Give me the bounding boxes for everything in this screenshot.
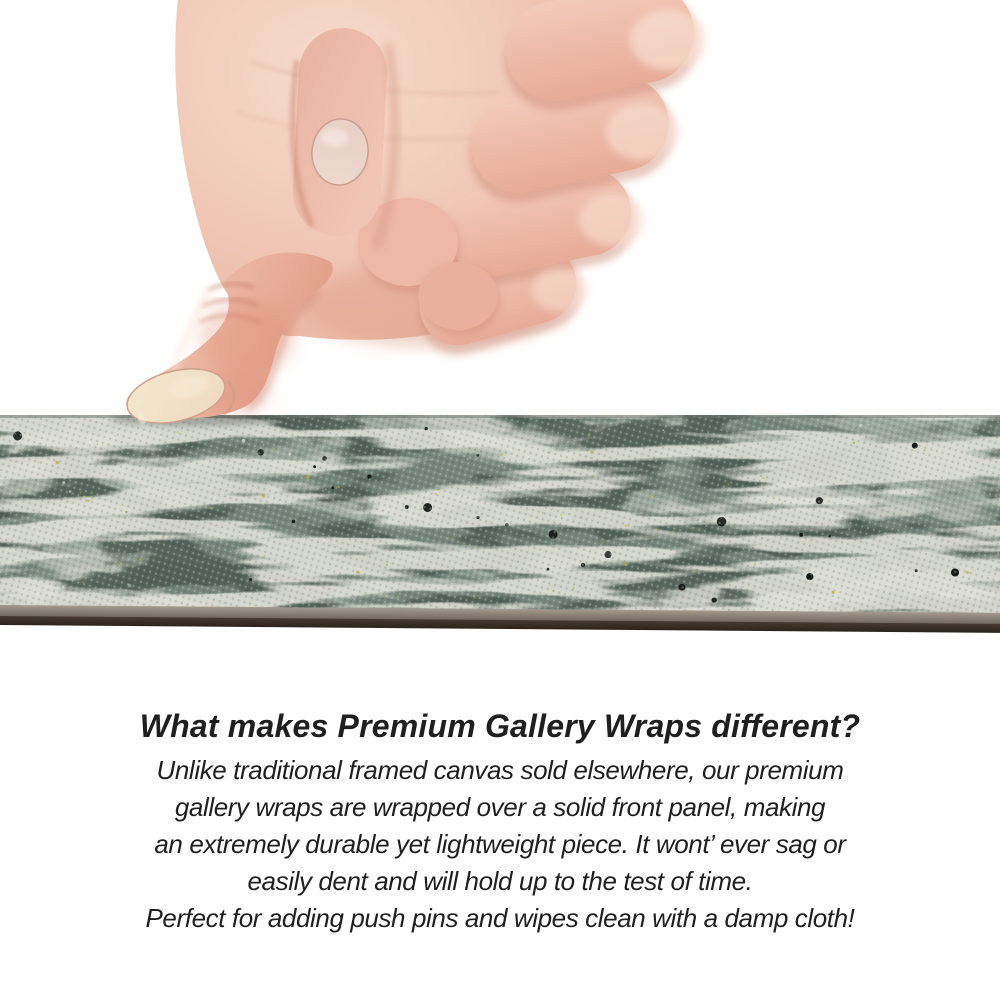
weave-overlay [0, 415, 1000, 615]
info-block [0, 706, 1000, 937]
info-line: an extremely durable yet lightweight piece. It wont’ ever sag or [154, 829, 846, 859]
strip-bottom-edge [0, 605, 1000, 665]
info-line: Unlike traditional framed canvas sold elsewhere, our premium [156, 755, 844, 785]
thumb-crease-shadow [246, 290, 318, 407]
canvas-texture [0, 415, 1000, 665]
fingertip-pads [358, 198, 500, 335]
finger-middle [461, 67, 682, 211]
finger-index-knuckle [496, 0, 709, 120]
info-line: gallery wraps are wrapped over a solid front panel, making [174, 792, 826, 822]
back-of-hand [175, 0, 582, 347]
thumb [121, 252, 332, 432]
curled-fingers [410, 0, 708, 364]
info-line: easily dent and will hold up to the test of time. [247, 866, 753, 896]
finger-pinky [410, 235, 591, 364]
info-heading: What makes Premium Gallery Wraps different? [139, 708, 861, 744]
info-line: Perfect for adding push pins and wipes clean with a damp cloth! [145, 903, 855, 933]
finger-ring [439, 160, 644, 294]
index-fingernail [308, 116, 372, 188]
canvas-strip [0, 415, 1000, 665]
index-finger [291, 26, 395, 248]
